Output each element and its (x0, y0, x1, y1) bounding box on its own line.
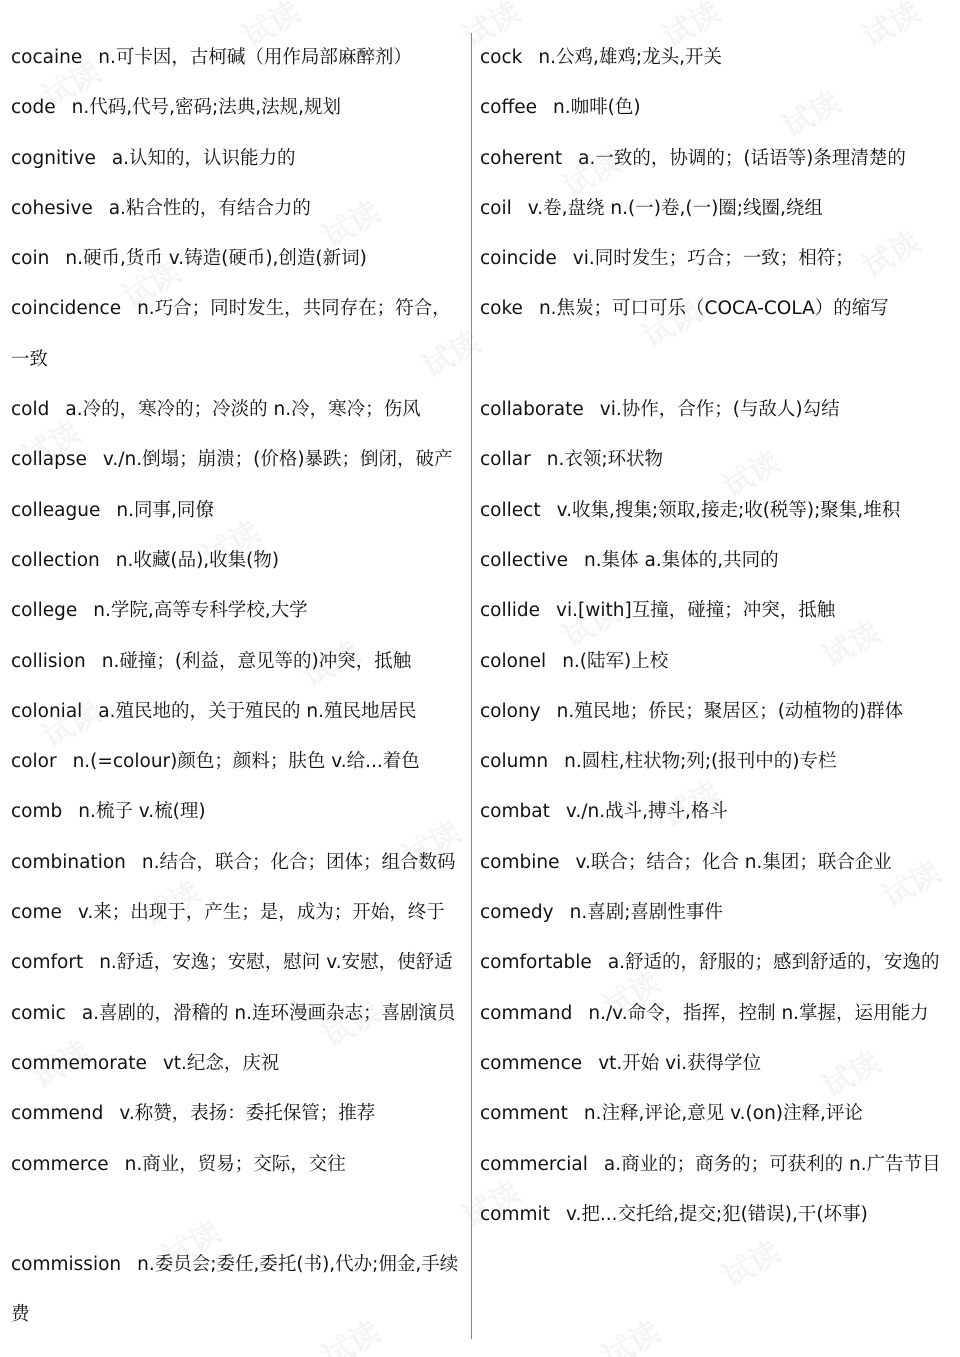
entry-word: comedy (480, 902, 554, 924)
entry-word: combination (11, 851, 126, 873)
vocab-entry (480, 536, 950, 586)
entry-word: commence (480, 1052, 583, 1074)
entry-word: code (11, 97, 56, 119)
vocab-entry (11, 385, 467, 435)
entry-definition: v.收集,搜集;领取,接走;收(税等);聚集,堆积 (556, 499, 901, 521)
vocab-entry (11, 536, 467, 586)
entry-definition: n.(=colour)颜色；颜料；肤色 v.给...着色 (72, 751, 420, 773)
entry-word: collaborate (480, 399, 584, 421)
vocab-entry (11, 938, 467, 988)
entry-word: comb (11, 801, 63, 823)
entry-definition: n.结合，联合；化合；团体；组合数码 (141, 851, 456, 873)
watermark (593, 1308, 667, 1357)
vocab-entry (480, 1140, 950, 1190)
entry-definition: a.粘合性的，有结合力的 (108, 197, 311, 219)
entry-word: coincidence (11, 298, 122, 320)
entry-definition: a.殖民地的，关于殖民的 n.殖民地居民 (98, 700, 417, 722)
entry-definition: n.学院,高等专科学校,大学 (93, 600, 308, 622)
entry-definition: vt.纪念，庆祝 (162, 1052, 280, 1074)
vocab-entry (11, 687, 467, 737)
vocab-entry (480, 134, 950, 184)
entry-word: cold (11, 399, 50, 421)
vocab-entry (480, 687, 950, 737)
entry-definition: n.同事,同僚 (116, 499, 214, 521)
entry-definition: n.焦炭；可口可乐（COCA-COLA）的缩写 (538, 298, 889, 320)
entry-word: commercial (480, 1153, 588, 1175)
entry-word: commend (11, 1103, 104, 1125)
vocab-entry (11, 888, 467, 938)
vocab-entry (11, 637, 467, 687)
entry-definition: n.圆柱,柱状物;列;(报刊中的)专栏 (564, 751, 837, 773)
entry-word: colonial (11, 700, 83, 722)
entry-definition: n.商业，贸易；交际，交往 (124, 1153, 346, 1175)
entry-definition: vi.协作，合作；(与敌人)勾结 (599, 399, 840, 421)
entry-definition: vt.开始 vi.获得学位 (598, 1052, 762, 1074)
entry-definition: v.来；出现于，产生；是，成为；开始，终于 (77, 902, 445, 924)
entry-definition: a.认知的，认识能力的 (111, 147, 296, 169)
vocab-entry (11, 1089, 467, 1139)
vocab-entry (480, 938, 950, 988)
entry-definition: a.舒适的，舒服的；感到舒适的，安逸的 (607, 952, 940, 974)
vocab-entry (11, 486, 467, 536)
vocab-entry (480, 83, 950, 133)
vocab-entry (11, 1240, 467, 1341)
vocab-entry (480, 486, 950, 536)
entry-definition: n.碰撞；(利益，意见等的)冲突，抵触 (101, 650, 412, 672)
entry-word: collision (11, 650, 86, 672)
vocab-entry (480, 284, 950, 334)
entry-definition: v.称赞，表扬：委托保管；推荐 (119, 1103, 376, 1125)
entry-word: cock (480, 47, 523, 68)
entry-definition: n.委员会;委任,委托(书),代办;佣金,手续费 (11, 1254, 459, 1326)
entry-definition: v.把...交托给,提交;犯(错误),干(坏事) (565, 1203, 868, 1225)
entry-definition: n.(陆军)上校 (562, 650, 669, 672)
vocab-entry (11, 737, 467, 787)
entry-definition: v.卷,盘绕 n.(一)卷,(一)圈;线圈,绕组 (527, 197, 823, 219)
vocab-entry (480, 989, 950, 1039)
vocab-entry (480, 385, 950, 435)
vocab-entry (11, 134, 467, 184)
entry-word: commit (480, 1203, 550, 1225)
entry-word: cohesive (11, 197, 93, 219)
vocab-entry (11, 1140, 467, 1190)
entry-definition: n.咖啡(色) (553, 97, 641, 119)
entry-word: commemorate (11, 1052, 147, 1074)
vocab-entry (11, 435, 467, 485)
entry-word: come (11, 902, 62, 924)
vocab-entry (480, 586, 950, 636)
entry-word: cocaine (11, 47, 83, 68)
entry-definition: n.硬币,货币 v.铸造(硬币),创造(新词) (65, 248, 367, 270)
vocab-entry (480, 1089, 950, 1139)
vocab-entry (480, 1190, 950, 1240)
left-column (11, 33, 467, 1341)
entry-definition: n.收藏(品),收集(物) (115, 549, 280, 571)
entry-word: combat (480, 801, 550, 823)
vocab-entry (11, 284, 467, 385)
entry-word: coherent (480, 147, 563, 169)
vocab-entry (480, 787, 950, 837)
entry-definition: v./n.倒塌；崩溃；(价格)暴跌；倒闭，破产 (102, 449, 453, 471)
vocab-entry (11, 989, 467, 1039)
vocab-entry (11, 83, 467, 133)
entry-definition: v./n.战斗,搏斗,格斗 (565, 801, 728, 823)
entry-definition: a.冷的，寒冷的；冷淡的 n.冷，寒冷；伤风 (65, 399, 421, 421)
entry-definition: a.喜剧的，滑稽的 n.连环漫画杂志；喜剧演员 (81, 1002, 456, 1024)
entry-definition: a.商业的；商务的；可获利的 n.广告节目 (603, 1153, 941, 1175)
entry-definition: v.联合；结合；化合 n.集团；联合企业 (575, 851, 892, 873)
entry-word: colonel (480, 650, 547, 672)
entry-definition: n.公鸡,雄鸡;龙头,开关 (538, 47, 722, 68)
entry-word: comic (11, 1002, 66, 1024)
entry-word: comfortable (480, 952, 592, 974)
vocab-entry (11, 787, 467, 837)
vocab-entry (11, 586, 467, 636)
entry-word: cognitive (11, 147, 96, 169)
vocab-entry (480, 838, 950, 888)
entry-definition: n.代码,代号,密码;法典,法规,规划 (71, 97, 341, 119)
entry-word: commerce (11, 1153, 109, 1175)
entry-word: coincide (480, 248, 557, 270)
entry-word: comment (480, 1103, 568, 1125)
entry-definition: n.巧合；同时发生，共同存在；符合，一致 (11, 298, 451, 370)
entry-word: coffee (480, 97, 537, 119)
entry-word: coke (480, 298, 523, 320)
entry-word: collar (480, 449, 531, 471)
vocab-entry (11, 184, 467, 234)
entry-definition: n.殖民地；侨民；聚居区；(动植物的)群体 (556, 700, 904, 722)
vocab-entry (480, 184, 950, 234)
entry-word: color (11, 751, 57, 773)
entry-word: college (11, 600, 78, 622)
entry-word: collective (480, 549, 569, 571)
entry-definition: n.注释,评论,意见 v.(on)注释,评论 (583, 1103, 863, 1125)
entry-definition: n./v.命令，指挥，控制 n.掌握，运用能力 (588, 1002, 929, 1024)
entry-definition: a.一致的，协调的；(话语等)条理清楚的 (578, 147, 906, 169)
vocab-entry (480, 1039, 950, 1089)
entry-definition: n.可卡因，古柯碱（用作局部麻醉剂） (98, 47, 412, 68)
vocab-entry (11, 33, 467, 83)
entry-word: collect (480, 499, 541, 521)
right-column (480, 33, 950, 1240)
vocab-entry (11, 1039, 467, 1089)
entry-word: command (480, 1002, 573, 1024)
vocab-entry (480, 637, 950, 687)
entry-word: coin (11, 248, 50, 270)
entry-word: commission (11, 1254, 122, 1276)
entry-definition: n.集体 a.集体的,共同的 (584, 549, 779, 571)
vocab-entry (480, 888, 950, 938)
entry-word: column (480, 751, 549, 773)
vocab-entry (480, 33, 950, 83)
vocab-entry (11, 234, 467, 284)
entry-word: collection (11, 549, 100, 571)
entry-word: coil (480, 197, 512, 219)
entry-definition: vi.同时发生；巧合；一致；相符； (572, 248, 854, 270)
entry-word: comfort (11, 952, 84, 974)
vocab-entry (480, 737, 950, 787)
vocab-entry (11, 838, 467, 888)
entry-definition: n.舒适，安逸；安慰，慰问 v.安慰，使舒适 (99, 952, 453, 974)
entry-word: colony (480, 700, 541, 722)
entry-definition: n.梳子 v.梳(理) (78, 801, 206, 823)
entry-word: collide (480, 600, 541, 622)
vocab-entry (480, 435, 950, 485)
entry-word: colleague (11, 499, 101, 521)
entry-word: collapse (11, 449, 87, 471)
entry-definition: vi.[with]互撞，碰撞；冲突，抵触 (556, 600, 836, 622)
entry-word: combine (480, 851, 560, 873)
vocab-entry (480, 234, 950, 284)
column-divider (471, 33, 472, 1339)
entry-definition: n.衣领;环状物 (546, 449, 664, 471)
entry-definition: n.喜剧;喜剧性事件 (569, 902, 723, 924)
